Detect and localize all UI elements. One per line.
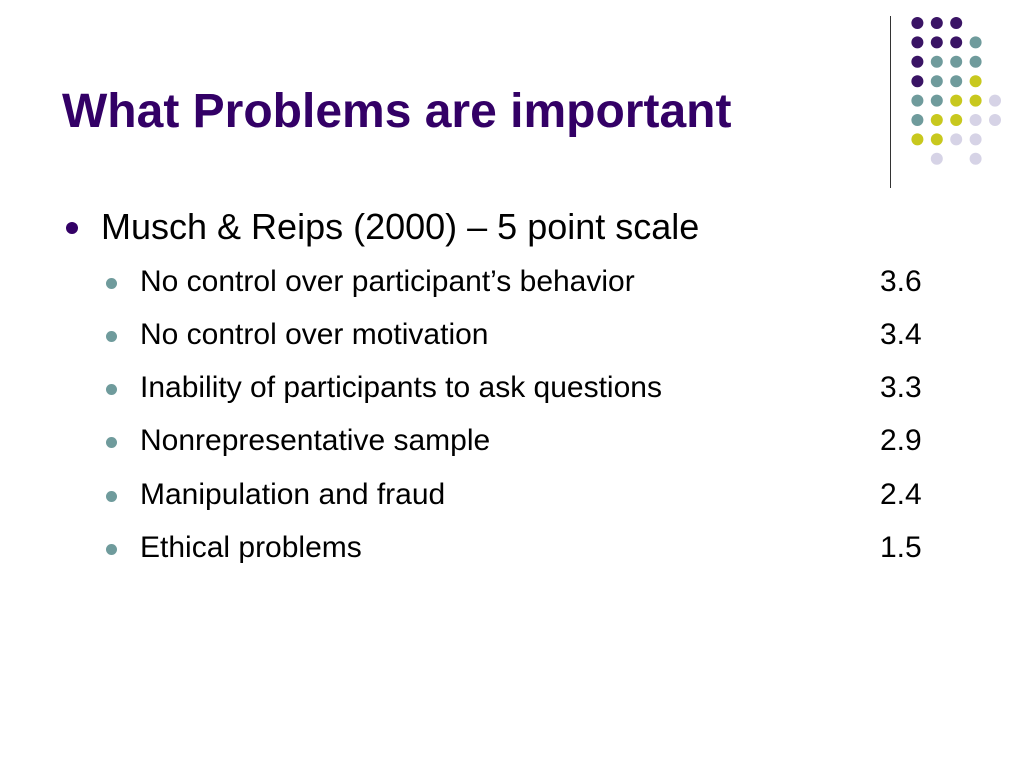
sub-bullet-icon — [106, 331, 117, 342]
decorative-dot — [931, 153, 943, 165]
decorative-dot — [970, 153, 982, 165]
problem-label: No control over motivation — [140, 318, 489, 351]
problem-label: Nonrepresentative sample — [140, 424, 491, 457]
problem-score: 2.4 — [880, 478, 922, 511]
decorative-dot — [970, 75, 982, 87]
decorative-dot — [931, 133, 943, 145]
problem-score: 1.5 — [880, 531, 922, 564]
decorative-dot — [989, 95, 1001, 107]
sub-bullet-icon — [106, 437, 117, 448]
decorative-dot — [911, 114, 923, 126]
decorative-dot — [950, 133, 962, 145]
decorative-dot — [950, 17, 962, 29]
decorative-dot — [931, 95, 943, 107]
problem-label: No control over participant’s behavior — [140, 265, 635, 298]
decorative-dot — [950, 56, 962, 68]
decorative-dot — [911, 95, 923, 107]
decorative-dot — [911, 17, 923, 29]
decorative-dot — [970, 114, 982, 126]
sub-bullet-icon — [106, 491, 117, 502]
problem-label: Ethical problems — [140, 531, 362, 564]
decorative-dot — [970, 95, 982, 107]
decorative-dot — [911, 56, 923, 68]
decorative-dot — [950, 114, 962, 126]
problem-score: 3.4 — [880, 318, 922, 351]
decorative-dot — [950, 95, 962, 107]
slide-title: What Problems are important — [62, 85, 732, 138]
problem-score: 3.3 — [880, 371, 922, 404]
main-bullet-text: Musch & Reips (2000) – 5 point scale — [101, 206, 700, 247]
decorative-dot — [911, 133, 923, 145]
problem-score: 2.9 — [880, 424, 922, 457]
decorative-dot — [950, 75, 962, 87]
decorative-dot — [950, 36, 962, 48]
decorative-dot — [911, 36, 923, 48]
decorative-dot — [931, 56, 943, 68]
decorative-dot — [970, 133, 982, 145]
title-divider — [890, 16, 891, 188]
decorative-dot-grid — [0, 0, 1024, 200]
problem-label: Manipulation and fraud — [140, 478, 446, 511]
sub-bullet-icon — [106, 278, 117, 289]
sub-bullet-icon — [106, 544, 117, 555]
problem-score: 3.6 — [880, 265, 922, 298]
bullet-icon — [66, 222, 78, 234]
decorative-dot — [931, 75, 943, 87]
decorative-dot — [970, 36, 982, 48]
decorative-dot — [911, 75, 923, 87]
decorative-dot — [989, 114, 1001, 126]
problem-label: Inability of participants to ask questions — [140, 371, 662, 404]
decorative-dot — [970, 56, 982, 68]
decorative-dot — [931, 36, 943, 48]
decorative-dot — [931, 114, 943, 126]
sub-bullet-icon — [106, 384, 117, 395]
decorative-dot — [931, 17, 943, 29]
